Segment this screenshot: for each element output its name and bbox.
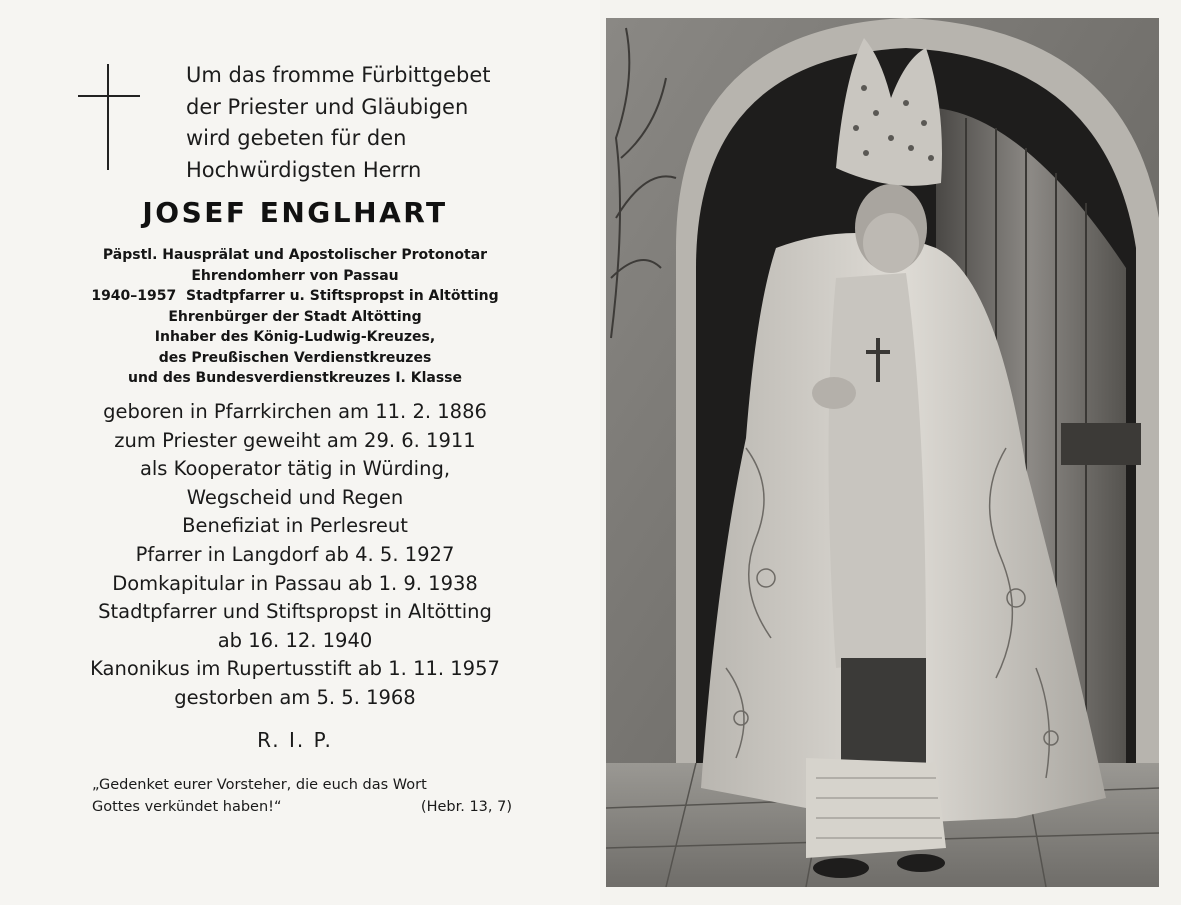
intro-line: wird gebeten für den — [186, 126, 407, 150]
intro-line: Hochwürdigsten Herrn — [186, 157, 422, 182]
intro-text — [186, 60, 566, 186]
bio-line: Pfarrer in Langdorf ab 4. 5. 1927 — [135, 542, 455, 566]
scripture-quote — [92, 774, 512, 818]
title-line: Päpstl. Hausprälat und Apostolischer Protonotar — [102, 247, 488, 263]
bio-line: geboren in Pfarrkirchen am 11. 2. 1886 — [103, 400, 487, 423]
bio-line: Stadtpfarrer und Stiftspropst in Altötting — [98, 600, 492, 624]
quote-line: Gottes verkündet haben!“ — [92, 799, 282, 815]
title-line: Inhaber des König-Ludwig-Kreuzes, — [154, 329, 436, 345]
honorary-titles — [0, 245, 590, 389]
bio-line: zum Priester geweiht am 29. 6. 1911 — [114, 428, 476, 452]
title-line: Ehrenbürger der Stadt Altötting — [168, 308, 422, 325]
title-line-with-years — [0, 286, 590, 307]
title-line: Ehrendomherr von Passau — [191, 267, 399, 284]
quote-line: „Gedenket eurer Vorsteher, die euch das Wort — [92, 777, 427, 793]
bishop-portrait-photo — [606, 18, 1159, 887]
bio-line: gestorben am 5. 5. 1968 — [174, 685, 416, 709]
bio-line: Kanonikus im Rupertusstift ab 1. 11. 1957 — [90, 657, 500, 681]
bio-line: Wegscheid und Regen — [186, 485, 404, 509]
title-line: und des Bundesverdienstkreuzes I. Klasse — [127, 370, 463, 386]
title-years: 1940–1957 — [91, 288, 177, 304]
bio-line: Benefiziat in Perlesreut — [182, 514, 408, 538]
cross-icon — [78, 64, 140, 170]
rip-text: R. I. P. — [257, 728, 333, 752]
bio-line: Domkapitular in Passau ab 1. 9. 1938 — [112, 571, 478, 595]
intro-line: der Priester und Gläubigen — [186, 94, 469, 119]
bio-line: ab 16. 12. 1940 — [217, 628, 373, 652]
bio-line: als Kooperator tätig in Würding, — [139, 457, 451, 481]
quote-reference: (Hebr. 13, 7) — [420, 799, 512, 815]
intro-line: Um das fromme Fürbittgebet — [186, 63, 491, 87]
biography — [0, 398, 590, 713]
title-text: Stadtpfarrer u. Stiftspropst in Altötting — [186, 288, 499, 304]
title-line: des Preußischen Verdienstkreuzes — [158, 349, 432, 366]
deceased-name: JOSEF ENGLHART — [142, 196, 448, 229]
